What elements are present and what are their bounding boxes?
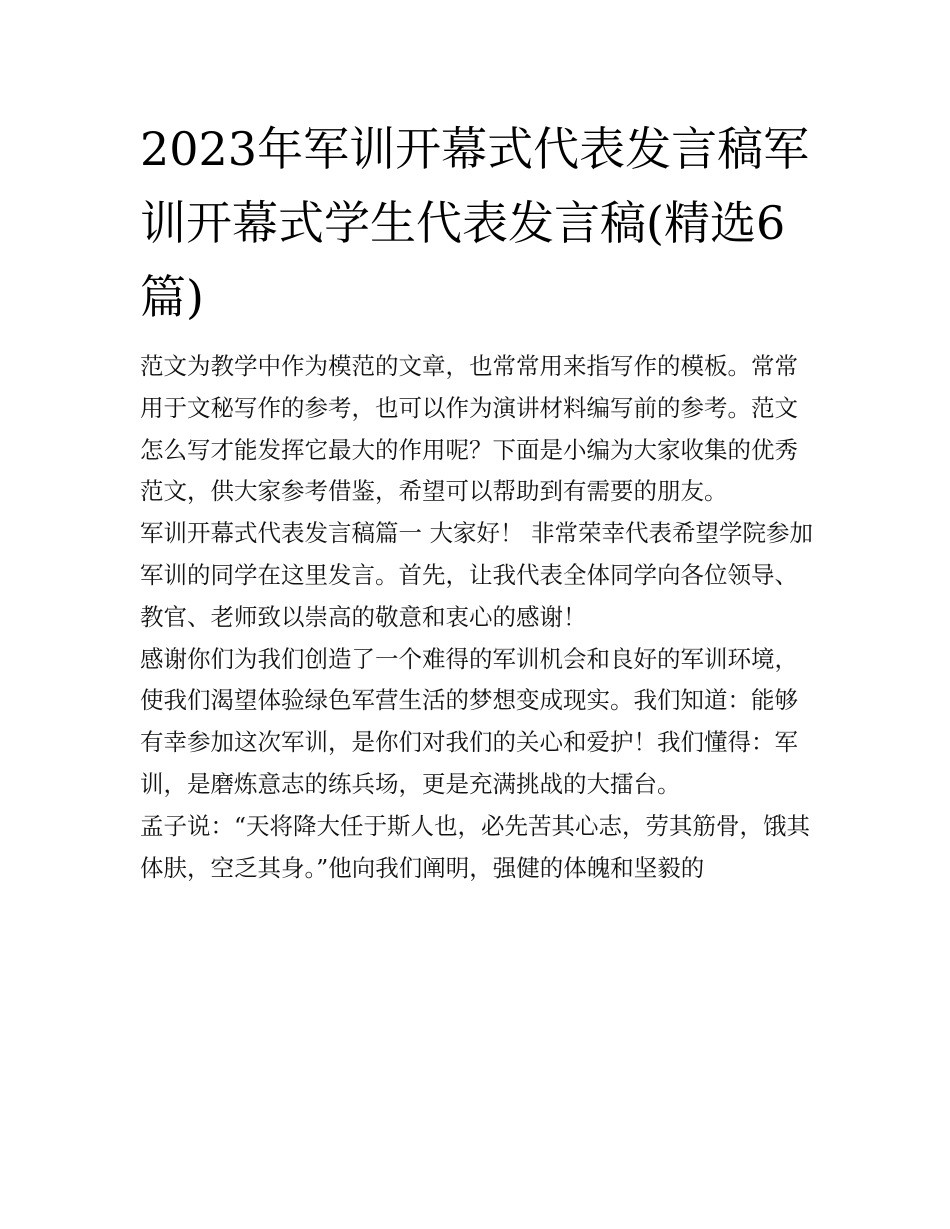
paragraph-mencius-quote: 孟子说：“天将降大任于斯人也，必先苦其心志，劳其筋骨，饿其体肤，空乏其身。”他向我们阐明，强健的体魄和坚毅的 xyxy=(140,811,811,882)
document-body xyxy=(140,346,820,889)
document-page xyxy=(140,112,820,889)
paragraph-intro: 范文为教学中作为模范的文章，也常常用来指写作的模板。常常用于文秘写作的参考，也可以作为演讲材料编写前的参考。范文怎么写才能发挥它最大的作用呢？下面是小编为大家收集的优秀范文，供大家参考借鉴，希望可以帮助到有需要的朋友。 xyxy=(140,352,798,506)
paragraph-gratitude: 感谢你们为我们创造了一个难得的军训机会和良好的军训环境，使我们渴望体验绿色军营生活的梦想变成现实。我们知道：能够有幸参加这次军训，是你们对我们的关心和爱护！我们懂得：军训，是磨炼意志的练兵场，更是充满挑战的大擂台。 xyxy=(140,644,798,798)
document-title: 2023年军训开幕式代表发言稿军训开幕式学生代表发言稿(精选6篇) xyxy=(140,122,810,324)
paragraph-speech-opening: 军训开幕式代表发言稿篇一 大家好！ 非常荣幸代表希望学院参加军训的同学在这里发言。首先，让我代表全体同学向各位领导、教官、老师致以崇高的敬意和衷心的感谢！ xyxy=(140,519,813,631)
